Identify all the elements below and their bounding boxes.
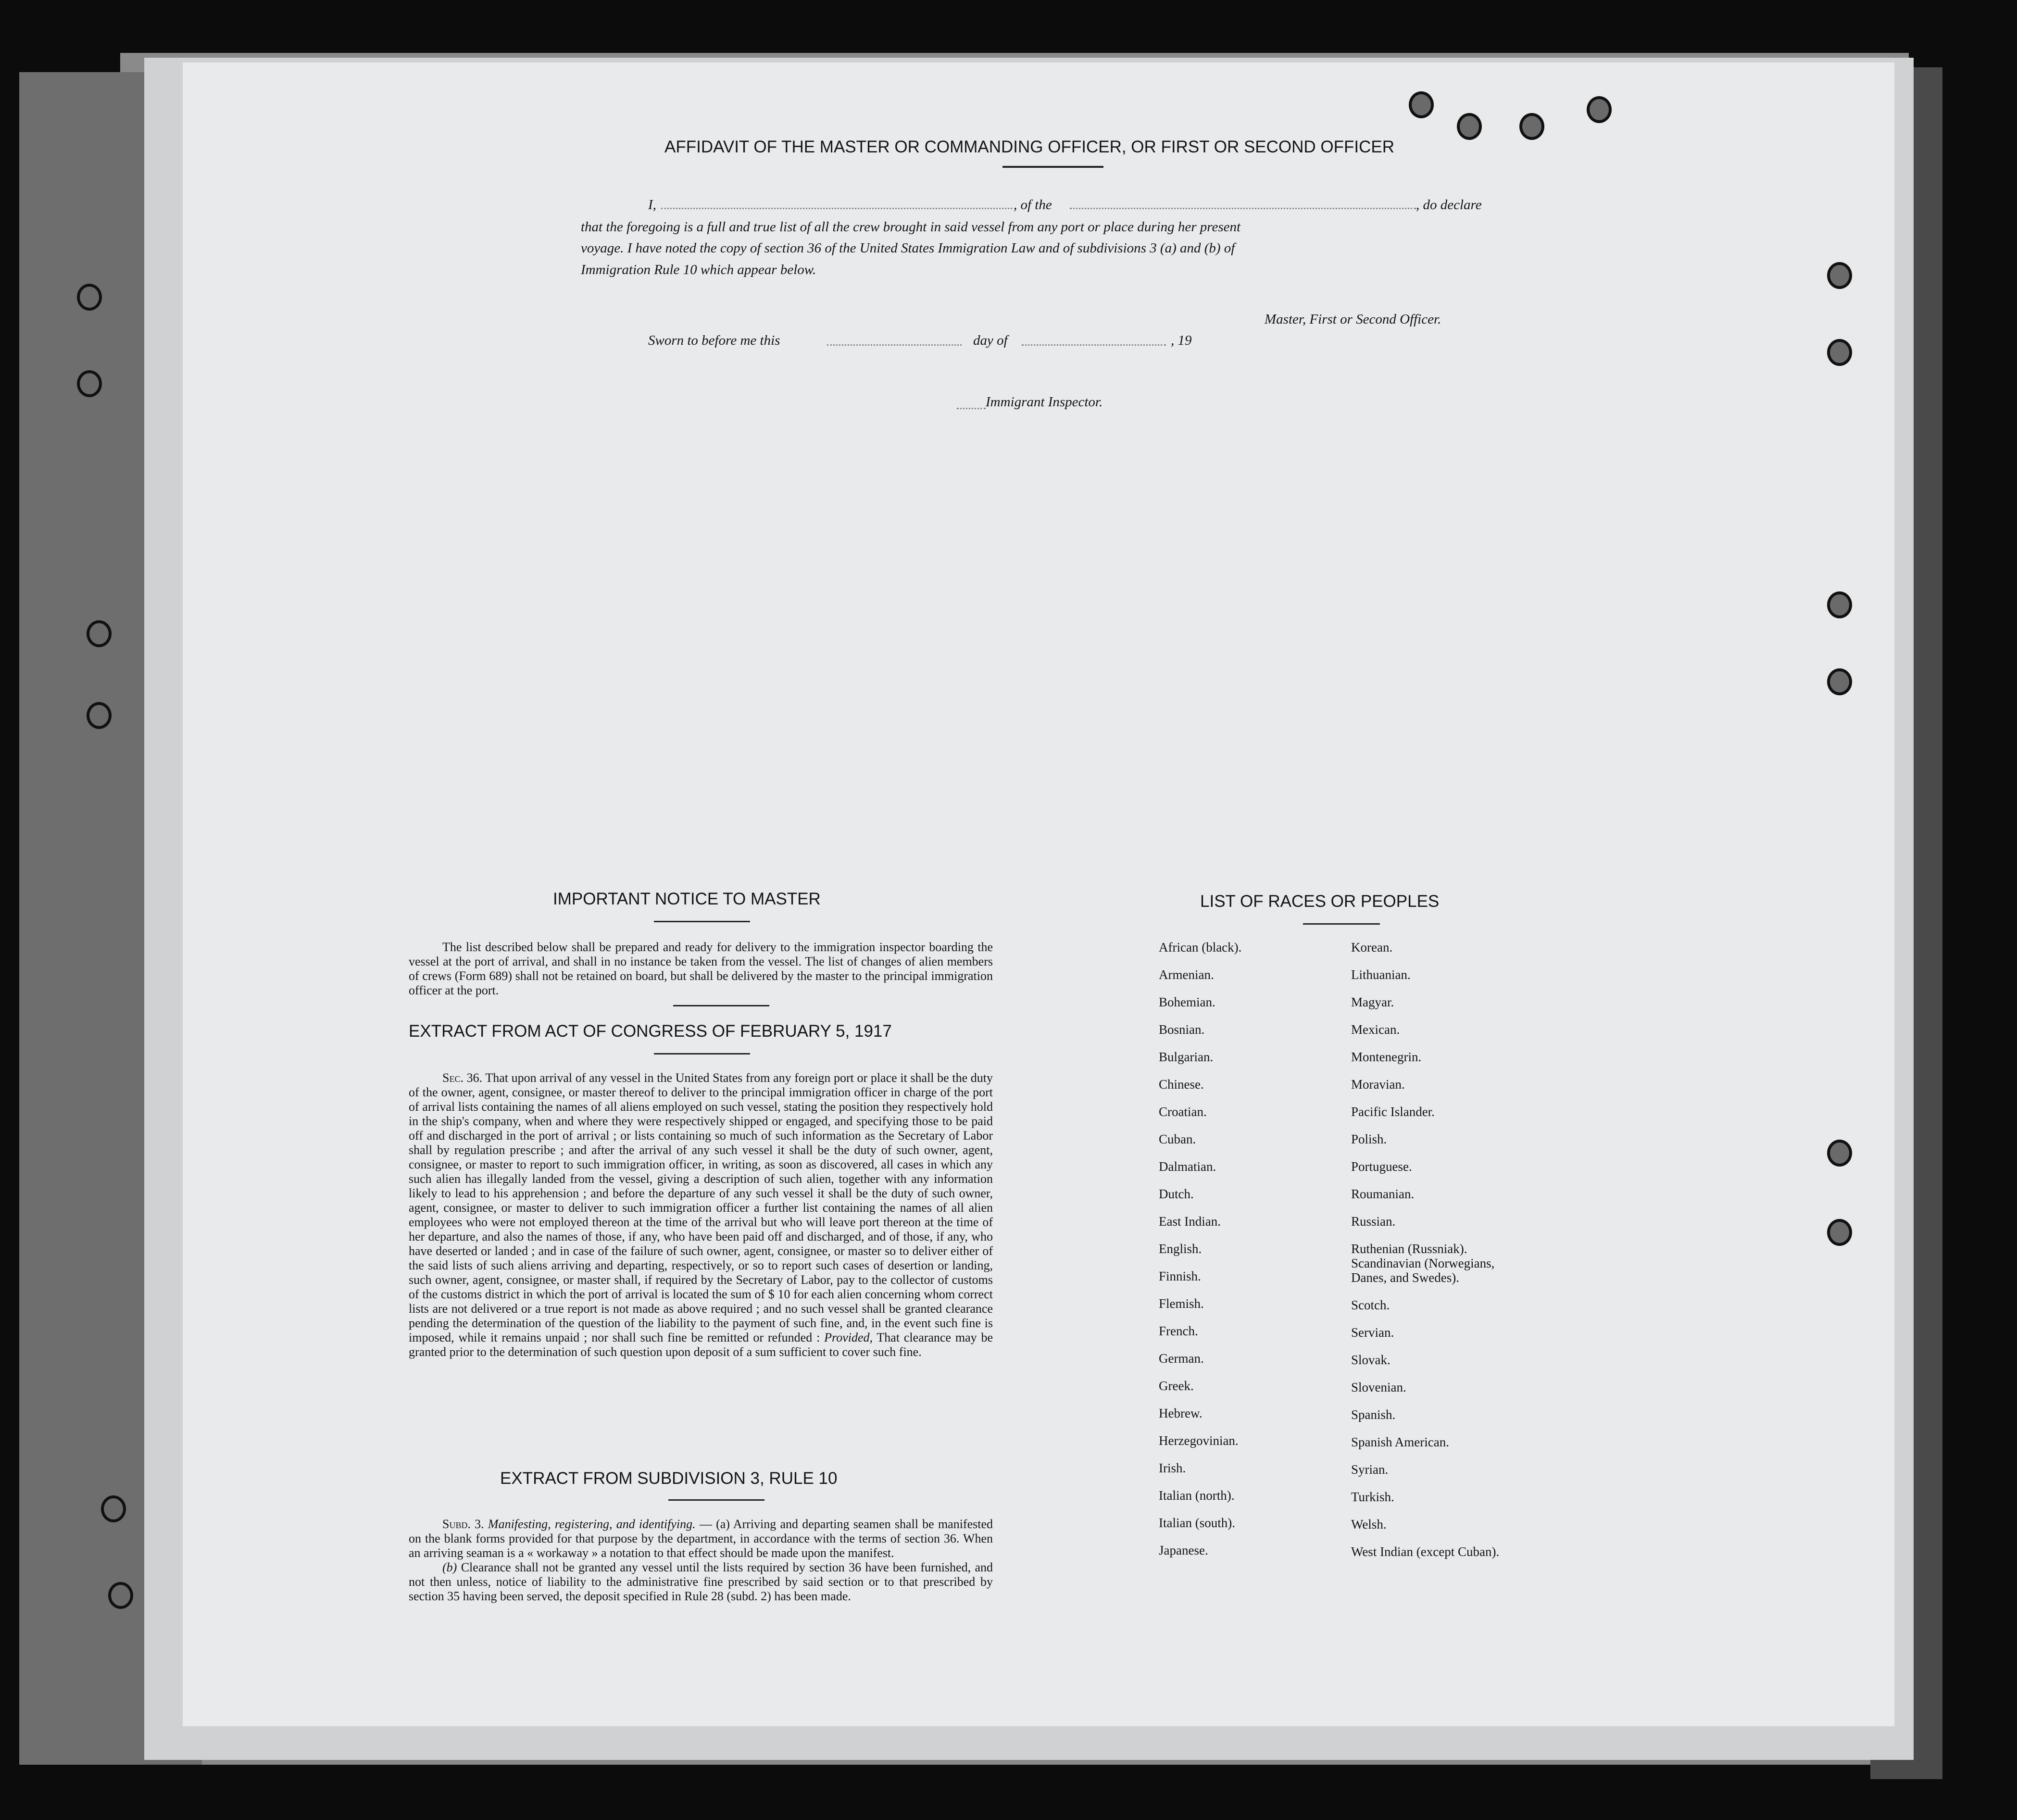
race-item: Croatian. (1159, 1105, 1207, 1119)
inspector-blank (957, 408, 986, 409)
race-item: Mexican. (1351, 1022, 1400, 1037)
race-item: Flemish. (1159, 1296, 1204, 1311)
race-item: Japanese. (1159, 1543, 1208, 1557)
race-item: Bohemian. (1159, 995, 1215, 1009)
binder-hole (1457, 113, 1482, 140)
race-item: Russian. (1351, 1214, 1396, 1229)
do-declare-label: , do declare (1416, 197, 1482, 213)
race-item: Slovenian. (1351, 1380, 1406, 1394)
act-body: That upon arrival of any vessel in the United States from any foreign port or place it shall be the duty of the owner, agent, consignee, or master thereof to deliver to the principal immigration officer in charge of the port of arrival lists containing the names of all aliens employed on such vessel, stating the position they respectively hold in the ship's company, when and where they were respectively shipped or engaged, and specifying those to be paid off and discharged in the port of arrival ; or lists containing so much of such information as the Secretary of Labor shall by regulation prescribe ; and after the arrival of any such vessel it shall be the duty of such owner, agent, consignee, or master to report to such immigration officer, in writing, as soon as discovered, all cases in which any such alien has illegally landed from the vessel, giving a description of such alien, together with any information likely to lead to his apprehension ; and before the departure of any such vessel it shall be the duty of such owner, agent, consignee, or master to deliver to such immigration officer a further list containing the names of all alien employees who were not employed thereon at the time of the arrival but who will leave port thereon at the time of her departure, and also the names of those, if any, who have been paid off and discharged, and of those, if any, who have deserted or landed ; and in case of the failure of such owner, agent, consignee, or master so to deliver either of the said lists of such aliens arriving and departing, respectively, or so to report such cases of desertion or landing, such owner, agent, consignee, or master shall, if required by the Secretary of Labor, pay to the collector of customs of the customs district in which the port of arrival is located the sum of $ 10 for each alien concerning whom correct lists are not delivered or a true report is not made as above required ; and no such vessel shall be granted clearance pending the determination of the question of the liability to the payment of such fine, and, in the event such fine is imposed, while it remains unpaid ; nor shall such fine be remitted or refunded : (409, 1071, 993, 1344)
act-body-end: That clearance may be granted prior to the determination of such question upon deposit of a sum sufficient to cover such fine. (409, 1330, 993, 1359)
notice-underline (654, 921, 750, 922)
race-item: Cuban. (1159, 1132, 1196, 1146)
notice-divider (673, 1005, 769, 1006)
binder-hole (87, 702, 112, 729)
race-item: Armenian. (1159, 967, 1214, 982)
race-item: African (black). (1159, 940, 1242, 954)
race-item: German. (1159, 1351, 1204, 1366)
binder-hole (1827, 339, 1852, 366)
binder-hole (108, 1582, 133, 1609)
race-item: Welsh. (1351, 1517, 1387, 1531)
race-item: Roumanian. (1351, 1187, 1415, 1201)
subd-heading: Manifesting, registering, and identifying. (488, 1517, 696, 1531)
notice-title: IMPORTANT NOTICE TO MASTER (553, 890, 821, 908)
subd-para-a: — (a) Arriving and departing seamen shall be manifested on the blank forms provided for that purpose by the department, in accordance with the terms of section 36. When an arriving seaman is a « workaway » a notation to that effect should be made upon the manifest. (409, 1517, 993, 1560)
race-item: Dutch. (1159, 1187, 1194, 1201)
race-item: Bulgarian. (1159, 1050, 1214, 1064)
subd-label: Subd. 3. (442, 1517, 484, 1531)
name-blank (661, 208, 1012, 209)
extract-act-underline (654, 1053, 750, 1054)
race-item: French. (1159, 1324, 1198, 1338)
race-item: Italian (north). (1159, 1488, 1235, 1503)
race-item: Portuguese. (1351, 1159, 1412, 1174)
race-item: Ruthenian (Russniak). (1351, 1242, 1467, 1256)
binder-hole (1827, 591, 1852, 618)
race-item: West Indian (except Cuban). (1351, 1544, 1500, 1559)
race-item: Herzegovinian. (1159, 1433, 1239, 1448)
affidavit-i-label: I, (648, 197, 656, 213)
binder-hole (77, 284, 102, 311)
day-of-label: day of (973, 333, 1008, 348)
binder-hole (101, 1495, 126, 1522)
provided-label: Provided, (824, 1330, 873, 1344)
race-item: Danes, and Swedes). (1351, 1270, 1459, 1285)
binder-hole (1827, 262, 1852, 289)
document-sheet (183, 63, 1894, 1726)
notice-body: The list described below shall be prepared and ready for delivery to the immigration inspector boarding the vessel at the port of arrival, and shall in no instance be taken from the vessel. The list of changes of alien members of crews (Form 689) shall not be retained on board, but shall be delivered by the master to the principal immigration officer at the port. (409, 940, 993, 997)
race-item: Scotch. (1351, 1298, 1390, 1312)
subd-para-b: Clearance shall not be granted any vessel until the lists required by section 36 have been furnished, and not then unless, notice of liability to the administrative fine prescribed by said section or to that prescribed by section 35 having been served, the deposit specified in Rule 28 (subd. 2) has been made. (409, 1560, 993, 1603)
sec-label: Sec. 36. (442, 1071, 483, 1085)
race-item: Dalmatian. (1159, 1159, 1216, 1174)
binder-hole (87, 620, 112, 647)
master-signature-label: Master, First or Second Officer. (1265, 312, 1441, 327)
extract-rule-body (409, 1517, 993, 1604)
of-the-label: , of the (1014, 197, 1052, 213)
races-title: LIST OF RACES OR PEOPLES (1200, 892, 1440, 911)
race-item: Montenegrin. (1351, 1050, 1422, 1064)
affidavit-line-3: voyage. I have noted the copy of section 36 of the United States Immigration Law and of subdivisions 3 (a) and (b) of (581, 240, 1235, 256)
race-item: Syrian. (1351, 1462, 1389, 1477)
race-item: Chinese. (1159, 1077, 1204, 1092)
sworn-month-blank (1022, 344, 1166, 346)
race-item: Pacific Islander. (1351, 1105, 1435, 1119)
race-item: Moravian. (1351, 1077, 1405, 1092)
extract-act-title: EXTRACT FROM ACT OF CONGRESS OF FEBRUARY 5, 1917 (409, 1022, 892, 1041)
race-item: Spanish American. (1351, 1435, 1449, 1449)
race-item: Servian. (1351, 1325, 1394, 1340)
binder-hole (1409, 91, 1434, 118)
binder-hole (1587, 96, 1612, 123)
inspector-label: Immigrant Inspector. (986, 394, 1103, 410)
race-item: Italian (south). (1159, 1516, 1235, 1530)
race-item: Slovak. (1351, 1353, 1391, 1367)
race-item: Finnish. (1159, 1269, 1201, 1283)
binder-hole (1827, 1219, 1852, 1246)
race-item: Korean. (1351, 940, 1393, 954)
affidavit-line-4: Immigration Rule 10 which appear below. (581, 262, 816, 277)
sworn-day-blank (827, 344, 962, 346)
binder-hole (1519, 113, 1544, 140)
race-item: English. (1159, 1242, 1202, 1256)
extract-rule-title: EXTRACT FROM SUBDIVISION 3, RULE 10 (500, 1469, 838, 1488)
race-item: Polish. (1351, 1132, 1387, 1146)
race-item: Irish. (1159, 1461, 1186, 1475)
races-underline (1303, 923, 1380, 925)
race-item: Turkish. (1351, 1490, 1394, 1504)
binder-hole (1827, 668, 1852, 695)
vessel-blank (1070, 208, 1416, 209)
race-item: Bosnian. (1159, 1022, 1205, 1037)
affidavit-title: AFFIDAVIT OF THE MASTER OR COMMANDING OFFICER, OR FIRST OR SECOND OFFICER (664, 138, 1395, 156)
year-label: , 19 (1171, 333, 1192, 348)
title-underline (1002, 166, 1103, 168)
extract-act-body (409, 1071, 993, 1359)
para-b-label: (b) (442, 1560, 457, 1574)
binder-hole (77, 370, 102, 397)
race-item: Greek. (1159, 1379, 1194, 1393)
extract-rule-underline (668, 1499, 764, 1501)
race-item: Lithuanian. (1351, 967, 1411, 982)
race-item: Scandinavian (Norwegians, (1351, 1256, 1495, 1270)
sworn-label: Sworn to before me this (648, 333, 780, 348)
race-item: East Indian. (1159, 1214, 1221, 1229)
race-item: Hebrew. (1159, 1406, 1203, 1420)
race-item: Spanish. (1351, 1407, 1396, 1422)
affidavit-line-2: that the foregoing is a full and true list of all the crew brought in said vessel from any port or place during her present (581, 219, 1241, 235)
binder-hole (1827, 1140, 1852, 1167)
race-item: Magyar. (1351, 995, 1394, 1009)
